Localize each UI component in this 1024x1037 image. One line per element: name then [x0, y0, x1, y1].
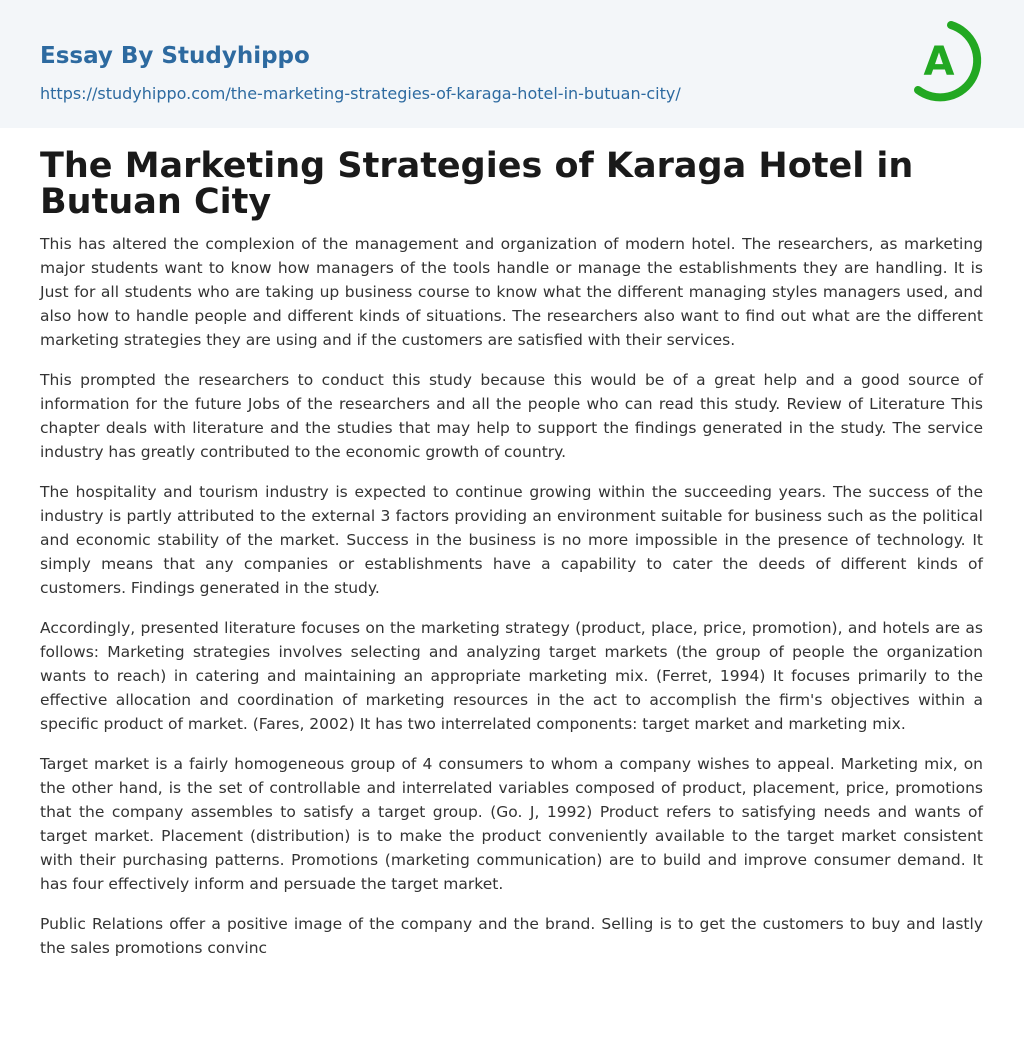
essay-source-link[interactable]: https://studyhippo.com/the-marketing-strategies-of-karaga-hotel-in-butuan-city/	[40, 84, 681, 103]
studyhippo-logo-icon[interactable]	[910, 18, 988, 106]
site-header	[0, 0, 1024, 128]
essay-paragraph: This prompted the researchers to conduct this study because this would be of a great help and a good source of information for the future Jobs of the researchers and all the people who can read this study. Review of Literature This chapter deals with literature and the studies that may help to support the findings generated in the study. The service industry has greatly contributed to the economic growth of country.	[40, 371, 983, 461]
essay-paragraph: The hospitality and tourism industry is expected to continue growing within the succeeding years. The success of the industry is partly attributed to the external 3 factors providing an environment suitable for business such as the political and economic stability of the market. Success in the business is no more impossible in the presence of technology. It simply means that any companies or establishments have a capability to cater the deeds of different kinds of customers. Findings generated in the study.	[40, 483, 983, 597]
essay-paragraph: Public Relations offer a positive image of the company and the brand. Selling is to get the customers to buy and lastly the sales promotions convinc	[40, 915, 983, 957]
essay-paragraph: Target market is a fairly homogeneous group of 4 consumers to whom a company wishes to appeal. Marketing mix, on the other hand, is the set of controllable and interrelated variables composed of product, placement, price, promotions that the company assembles to satisfy a target group. (Go. J, 1992) Product refers to satisfying needs and wants of target market. Placement (distribution) is to make the product conveniently available to the target market consistent with their purchasing patterns. Promotions (marketing communication) are to build and improve consumer demand. It has four effectively inform and persuade the target market.	[40, 755, 983, 893]
logo-letter: A	[923, 39, 955, 85]
essay-content	[40, 148, 983, 960]
essay-title: The Marketing Strategies of Karaga Hotel in Butuan City	[40, 146, 914, 222]
essay-paragraph: Accordingly, presented literature focuses on the marketing strategy (product, place, price, promotion), and hotels are as follows: Marketing strategies involves selecting and analyzing target markets (the group of people the organization wants to reach) in catering and maintaining an appropriate marketing mix. (Ferret, 1994) It focuses primarily to the effective allocation and coordination of marketing resources in the act to accomplish the firm's objectives within a specific product of market. (Fares, 2002) It has two interrelated components: target market and marketing mix.	[40, 619, 983, 733]
essay-paragraph: This has altered the complexion of the management and organization of modern hotel. The researchers, as marketing major students want to know how managers of the tools handle or manage the establishments they are handling. It is Just for all students who are taking up business course to know what the different managing styles managers used, and also how to handle people and different kinds of situations. The researchers also want to find out what are the different marketing strategies they are using and if the customers are satisfied with their services.	[40, 235, 983, 349]
site-brand[interactable]: Essay By Studyhippo	[40, 43, 310, 69]
